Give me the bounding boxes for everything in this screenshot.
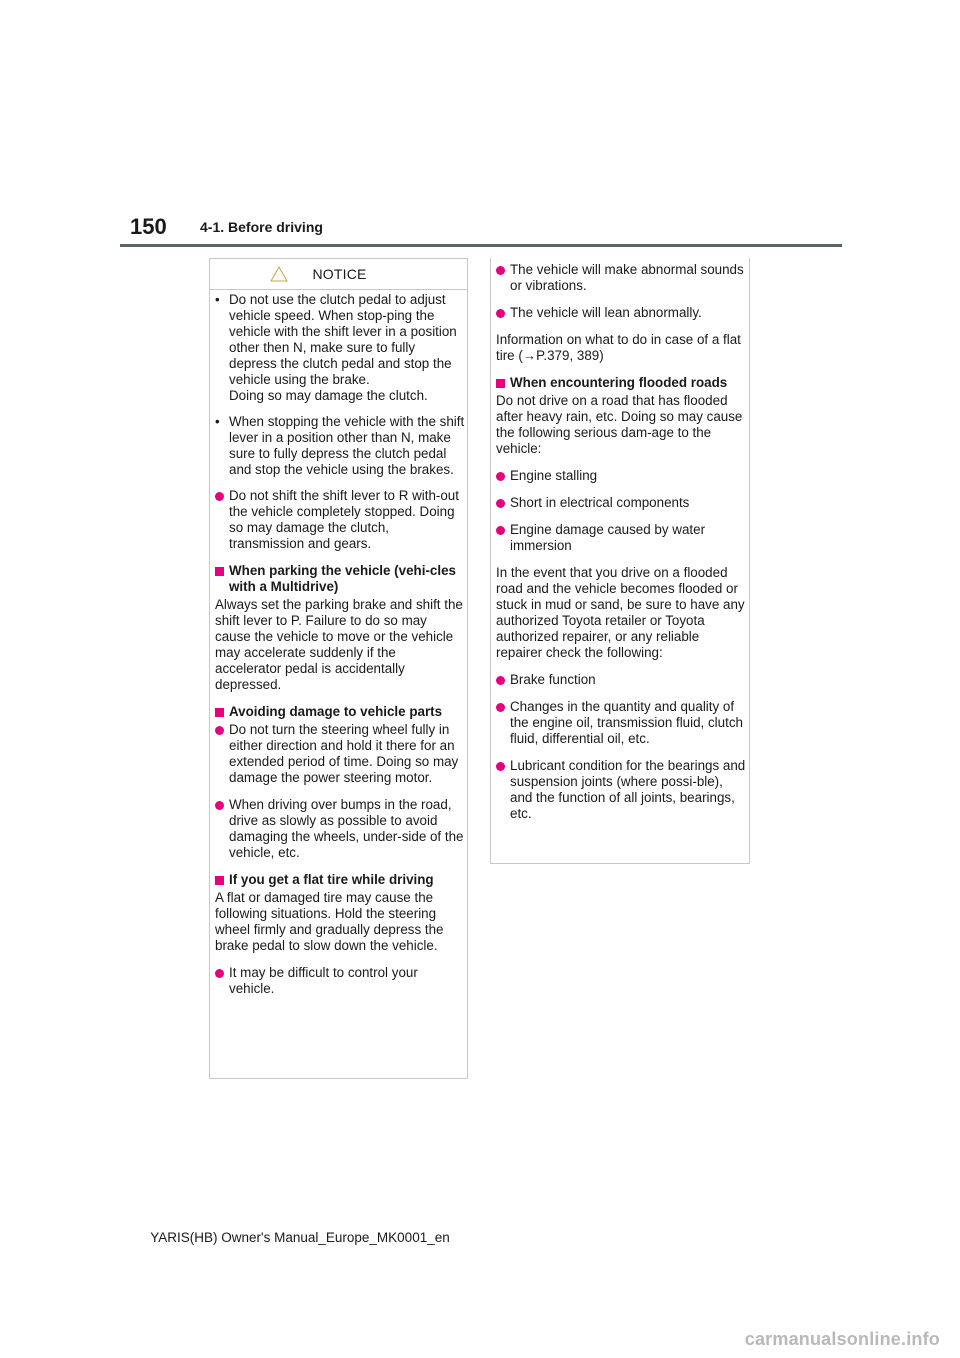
notice-left-column: [215, 292, 465, 1008]
paragraph: Information on what to do in case of a flat tire (→P.379, 389): [496, 332, 741, 363]
page-number: 150: [130, 214, 167, 239]
bullet-icon: [496, 499, 505, 508]
list-item: [496, 522, 746, 554]
notice-text: Do not shift the shift lever to R with-out the vehicle completely stopped. Doing so may damage the clutch, transmission and gears.: [229, 488, 459, 551]
list-item: [215, 722, 465, 786]
paragraph: Always set the parking brake and shift the shift lever to P. Failure to do so may cause the vehicle to move or the vehicle may accelerate suddenly if the accelerator pedal is accidentally depressed.: [215, 597, 463, 692]
notice-text: When stopping the vehicle with the shift lever in a position other than N, make sure to fully depress the clutch pedal and stop the vehicle using the brakes.: [229, 414, 465, 477]
square-icon: [496, 379, 505, 388]
notice-text: Do not use the clutch pedal to adjust vehicle speed. When stop-ping the vehicle with the shift lever in a position other then N, make sure to fully depress the clutch pedal and stop the vehicle using the brake.: [229, 292, 457, 387]
bullet-icon: [496, 526, 505, 535]
square-icon: [215, 567, 224, 576]
list-item: [496, 672, 746, 688]
notice-text: Engine damage caused by water immersion: [510, 522, 706, 553]
section-title: 4-1. Before driving: [200, 219, 323, 235]
notice-text: Lubricant condition for the bearings and suspension joints (where possi-ble), and the function of all joints, bearings, etc.: [510, 758, 746, 821]
list-item: [496, 262, 746, 294]
list-item: [496, 699, 746, 747]
list-item: [496, 495, 746, 511]
watermark: carmanualsonline.info: [744, 1329, 940, 1349]
paragraph: A flat or damaged tire may cause the following situations. Hold the steering wheel firmly and gradually depress the brake pedal to slow down the vehicle.: [215, 890, 444, 953]
notice-text: When driving over bumps in the road, drive as slowly as possible to avoid damaging the wheels, under-side of the vehicle, etc.: [229, 797, 464, 860]
list-item: [215, 488, 465, 552]
bullet-icon: [496, 472, 505, 481]
subheading-text: Avoiding damage to vehicle parts: [229, 704, 443, 719]
warning-icon: [270, 266, 288, 282]
notice-text: Short in electrical components: [510, 495, 690, 510]
bullet-icon: [215, 801, 224, 810]
notice-right-column: [496, 262, 746, 833]
notice-text: Changes in the quantity and quality of the engine oil, transmission fluid, clutch fluid, differential oil, etc.: [510, 699, 743, 746]
bullet-icon: [496, 703, 505, 712]
square-icon: [215, 876, 224, 885]
list-item: [215, 965, 465, 997]
bullet-icon: [496, 309, 505, 318]
subheading: [215, 872, 465, 888]
dash-marker: •: [215, 292, 220, 307]
dash-marker: •: [215, 414, 220, 429]
paragraph: Do not drive on a road that has flooded after heavy rain, etc. Doing so may cause the following serious dam-age to the vehicle:: [496, 393, 743, 456]
header-rule: [120, 244, 842, 247]
notice-header: [210, 259, 467, 290]
subheading: [215, 704, 465, 720]
notice-text: Engine stalling: [510, 468, 598, 483]
square-icon: [215, 708, 224, 717]
notice-text: The vehicle will lean abnormally.: [510, 305, 702, 320]
subheading-text: When parking the vehicle (vehi-cles with a Multidrive): [229, 563, 456, 594]
list-item: [215, 797, 465, 861]
subheading: [215, 563, 465, 595]
notice-label: NOTICE: [312, 266, 367, 282]
bullet-icon: [215, 726, 224, 735]
paragraph: In the event that you drive on a flooded road and the vehicle becomes flooded or stuck in mud or sand, be sure to have any authorized Toyota retailer or Toyota authorized repairer, or any reliable repairer check the following:: [496, 565, 745, 660]
list-item: [215, 414, 465, 478]
bullet-icon: [215, 969, 224, 978]
page-footer: [0, 1230, 600, 1245]
list-item: [496, 305, 746, 321]
notice-text: It may be difficult to control your vehicle.: [229, 965, 418, 996]
footer-text: YARIS(HB) Owner's Manual_Europe_MK0001_en: [150, 1230, 450, 1245]
notice-text: Doing so may damage the clutch.: [229, 388, 428, 403]
bullet-icon: [496, 762, 505, 771]
bullet-icon: [496, 676, 505, 685]
notice-text: Brake function: [510, 672, 596, 687]
list-item: [215, 292, 465, 404]
subheading-text: When encountering flooded roads: [510, 375, 728, 390]
bullet-icon: [215, 492, 224, 501]
notice-text: Do not turn the steering wheel fully in either direction and hold it there for an extended period of time. Doing so may damage the power steering motor.: [229, 722, 459, 785]
subheading-text: If you get a flat tire while driving: [229, 872, 434, 887]
notice-text: The vehicle will make abnormal sounds or vibrations.: [510, 262, 744, 293]
subheading: [496, 375, 746, 391]
list-item: [496, 758, 746, 822]
bullet-icon: [496, 266, 505, 275]
list-item: [496, 468, 746, 484]
